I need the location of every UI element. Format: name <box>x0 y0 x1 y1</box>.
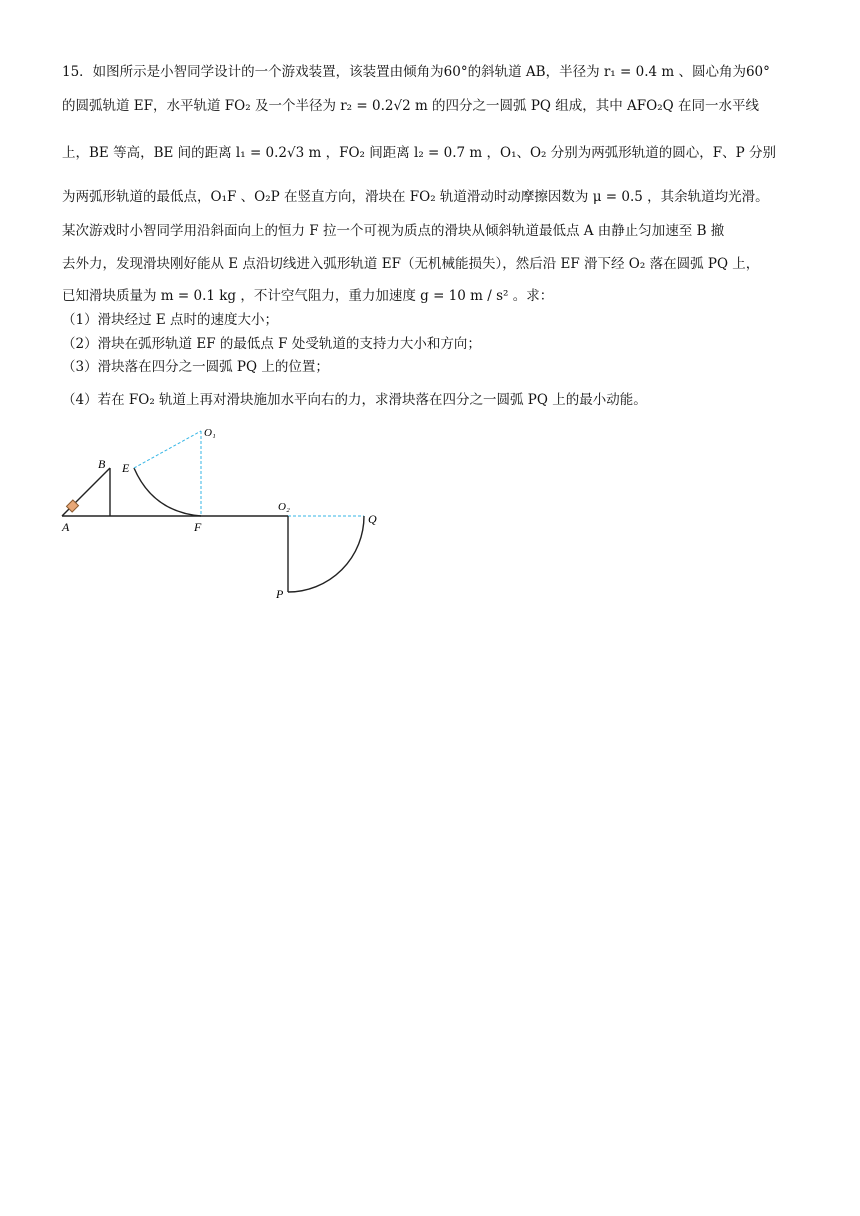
problem-line-5: 某次游戏时小智同学用沿斜面向上的恒力 F 拉一个可视为质点的滑块从倾斜轨道最低点 A 由静止匀加速至 B 撤 <box>62 223 725 239</box>
arc-ef <box>134 468 201 516</box>
label-b: B <box>98 457 106 471</box>
label-p: P <box>276 587 284 601</box>
problem-line-7: 已知滑块质量为 m = 0.1 kg ，不计空气阻力，重力加速度 g = 10 m / s² 。求： <box>62 288 554 304</box>
problem-line-1: 15．如图所示是小智同学设计的一个游戏装置，该装置由倾角为60°的斜轨道 AB，半径为 r₁ = 0.4 m 、圆心角为60° <box>62 64 770 80</box>
label-a: A <box>62 520 70 534</box>
question-3: （3）滑块落在四分之一圆弧 PQ 上的位置； <box>62 359 329 375</box>
label-o2: O₂ <box>278 501 290 513</box>
problem-line-3: 上，BE 等高，BE 间的距离 l₁ = 0.2√3 m ，FO₂ 间距离 l₂ = 0.7 m ，O₁、O₂ 分别为两弧形轨道的圆心，F、P 分别 <box>62 145 776 161</box>
radius-o1e <box>134 431 201 468</box>
problem-line-2: 的圆弧轨道 EF，水平轨道 FO₂ 及一个半径为 r₂ = 0.2√2 m 的四分之一圆弧 PQ 组成，其中 AFO₂Q 在同一水平线 <box>62 98 760 114</box>
question-2: （2）滑块在弧形轨道 EF 的最低点 F 处受轨道的支持力大小和方向； <box>62 336 481 352</box>
question-1: （1）滑块经过 E 点时的速度大小； <box>62 312 279 328</box>
problem-line-4: 为两弧形轨道的最低点，O₁F 、O₂P 在竖直方向，滑块在 FO₂ 轨道滑动时动摩擦因数为 μ = 0.5 ，其余轨道均光滑。 <box>62 189 769 205</box>
question-4: （4）若在 FO₂ 轨道上再对滑块施加水平向右的力，求滑块落在四分之一圆弧 PQ 上的最小动能。 <box>62 392 647 408</box>
label-f: F <box>194 520 202 534</box>
label-q: Q <box>368 512 377 526</box>
problem-line-6: 去外力，发现滑块刚好能从 E 点沿切线进入弧形轨道 EF（无机械能损失），然后沿 EF 滑下经 O₂ 落在圆弧 PQ 上， <box>62 256 760 272</box>
arc-pq <box>288 516 364 592</box>
track-diagram <box>58 420 398 610</box>
label-o1: O₁ <box>204 427 216 439</box>
label-e: E <box>122 461 130 475</box>
